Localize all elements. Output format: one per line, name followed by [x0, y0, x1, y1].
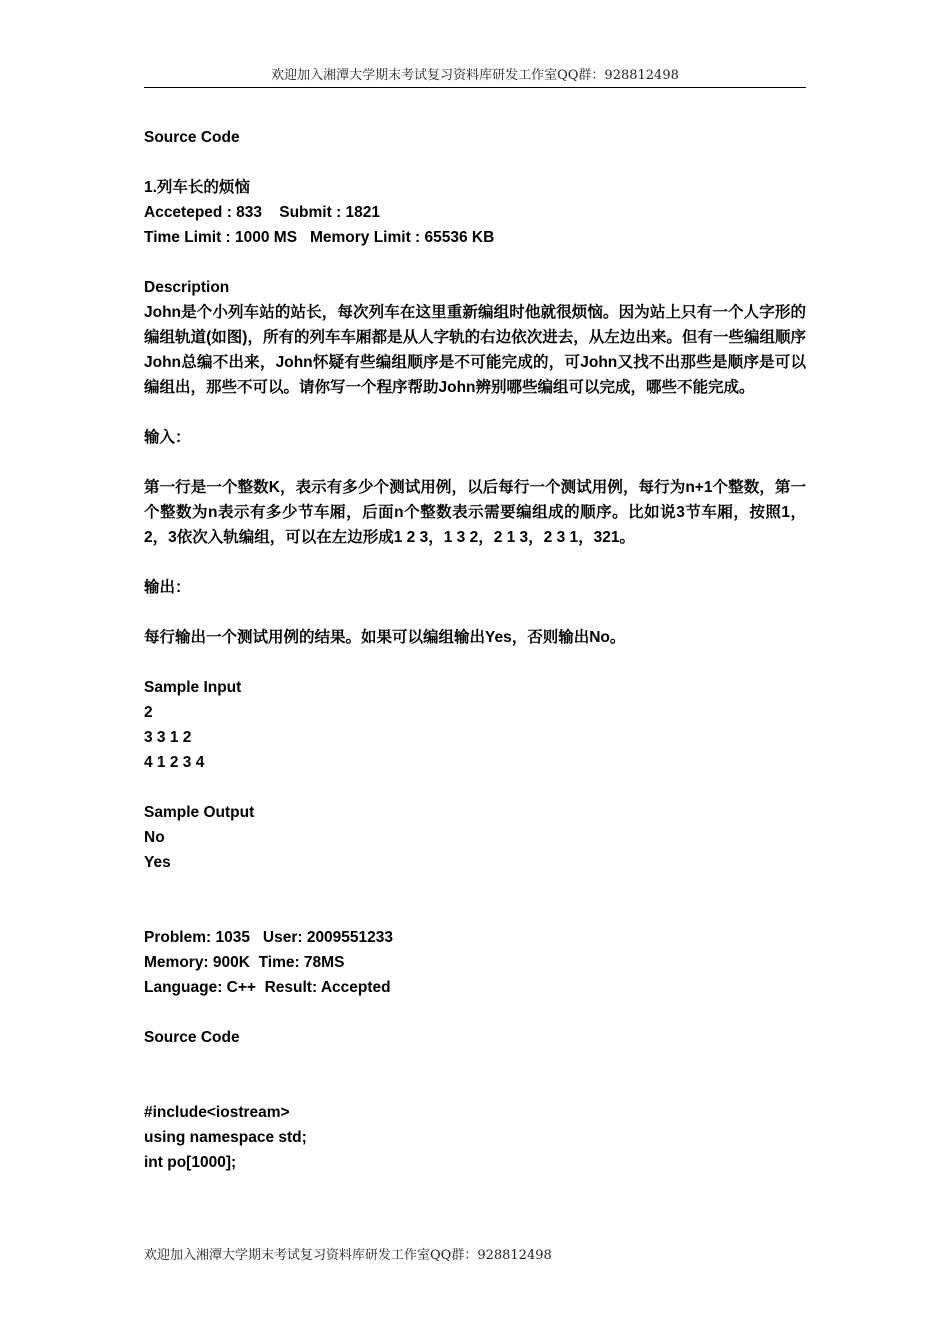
limits-line: Time Limit : 1000 MS Memory Limit : 65536 KB	[144, 229, 495, 246]
source-code-title: Source Code	[144, 1029, 240, 1046]
sample-output-heading: Sample Output	[144, 804, 255, 821]
code-line: #include<iostream>	[144, 1104, 290, 1121]
spacer	[144, 1000, 806, 1025]
code-line: using namespace std;	[144, 1129, 307, 1146]
source-code-title: Source Code	[144, 129, 240, 146]
submission-line: Language: C++ Result: Accepted	[144, 979, 391, 996]
spacer	[144, 875, 806, 925]
spacer	[144, 1050, 806, 1100]
page-footer: 欢迎加入湘潭大学期末考试复习资料库研发工作室QQ群：928812498	[144, 1248, 552, 1263]
page-header: 欢迎加入湘潭大学期末考试复习资料库研发工作室QQ群：928812498	[271, 68, 679, 83]
sample-input-heading: Sample Input	[144, 679, 242, 696]
description-heading: Description	[144, 279, 230, 296]
document-body	[144, 125, 806, 1175]
code-line: int po[1000];	[144, 1154, 237, 1171]
spacer	[144, 400, 806, 425]
submission-line: Problem: 1035 User: 2009551233	[144, 929, 394, 946]
sample-input-line: 2	[144, 704, 153, 721]
submission-line: Memory: 900K Time: 78MS	[144, 954, 345, 971]
spacer	[144, 550, 806, 575]
spacer	[144, 150, 806, 175]
spacer	[144, 250, 806, 275]
input-heading: 输入：	[144, 429, 191, 446]
spacer	[144, 650, 806, 675]
spacer	[144, 600, 806, 625]
description-text: John是个小列车站的站长，每次列车在这里重新编组时他就很烦恼。因为站上只有一个人字形的编组轨道(如图)，所有的列车车厢都是从人字轨的右边依次进去，从左边出来。但有一些编组顺序John总编不出来，John怀疑有些编组顺序是不可能完成的，可John又找不出那些是顺序是可以编组出，那些不可以。请你写一个程序帮助John辨别哪些编组可以完成，哪些不能完成。	[144, 304, 806, 396]
sample-input-line: 4 1 2 3 4	[144, 754, 205, 771]
output-heading: 输出：	[144, 579, 191, 596]
output-text: 每行输出一个测试用例的结果。如果可以编组输出Yes，否则输出No。	[144, 629, 626, 646]
sample-output-line: No	[144, 829, 165, 846]
spacer	[144, 775, 806, 800]
header-rule	[144, 87, 806, 88]
input-text: 第一行是一个整数K，表示有多少个测试用例，以后每行一个测试用例，每行为n+1个整数，第一个整数为n表示有多少节车厢，后面n个整数表示需要编组成的顺序。比如说3节车厢，按照1，2，3依次入轨编组，可以在左边形成1 2 3，1 3 2，2 1 3，2 3 1，321。	[144, 479, 806, 546]
stats-line: Acceteped : 833 Submit : 1821	[144, 204, 381, 221]
problem-title: 1.列车长的烦恼	[144, 179, 250, 196]
spacer	[144, 450, 806, 475]
sample-output-line: Yes	[144, 854, 171, 871]
sample-input-line: 3 3 1 2	[144, 729, 192, 746]
